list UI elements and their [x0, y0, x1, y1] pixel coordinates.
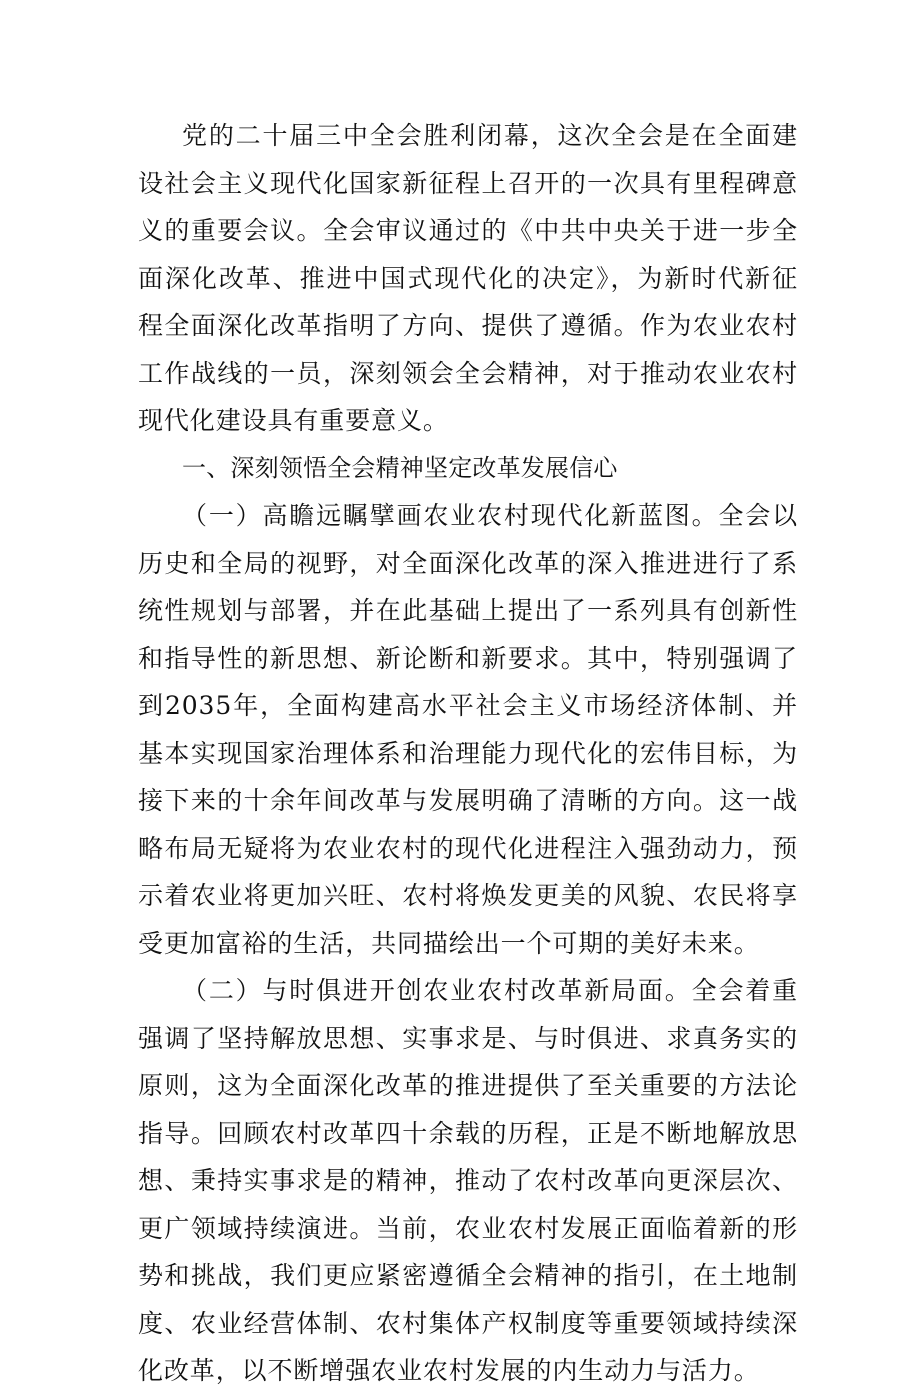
section-2-paragraph: （二）与时俱进开创农业农村改革新局面。全会着重强调了坚持解放思想、实事求是、与时俱进、求真务实的原则，这为全面深化改革的推进提供了至关重要的方法论指导。回顾农村改革四十余载的历程，正是不断地解放思想、秉持实事求是的精神，推动了农村改革向更深层次、更广领域持续演进。当前，农业农村发展正面临着新的形势和挑战，我们更应紧密遵循全会精神的指引，在土地制度、农业经营体制、农村集体产权制度等重要领域持续深化改革，以不断增强农业农村发展的内生动力与活力。: [138, 976, 798, 1385]
document-body: [138, 112, 798, 1395]
intro-paragraph: 党的二十届三中全会胜利闭幕，这次全会是在全面建设社会主义现代化国家新征程上召开的一次具有里程碑意义的重要会议。全会审议通过的《中共中央关于进一步全面深化改革、推进中国式现代化的决定》，为新时代新征程全面深化改革指明了方向、提供了遵循。作为农业农村工作战线的一员，深刻领会全会精神，对于推动农业农村现代化建设具有重要意义。: [138, 121, 798, 435]
section-1-paragraph: （一）高瞻远瞩擘画农业农村现代化新蓝图。全会以历史和全局的视野，对全面深化改革的深入推进进行了系统性规划与部署，并在此基础上提出了一系列具有创新性和指导性的新思想、新论断和新要求。其中，特别强调了到2035年，全面构建高水平社会主义市场经济体制、并基本实现国家治理体系和治理能力现代化的宏伟目标，为接下来的十余年间改革与发展明确了清晰的方向。这一战略布局无疑将为农业农村的现代化进程注入强劲动力，预示着农业将更加兴旺、农村将焕发更美的风貌、农民将享受更加富裕的生活，共同描绘出一个可期的美好未来。: [138, 501, 798, 958]
section-heading-1: 一、深刻领悟全会精神坚定改革发展信心: [182, 453, 618, 482]
